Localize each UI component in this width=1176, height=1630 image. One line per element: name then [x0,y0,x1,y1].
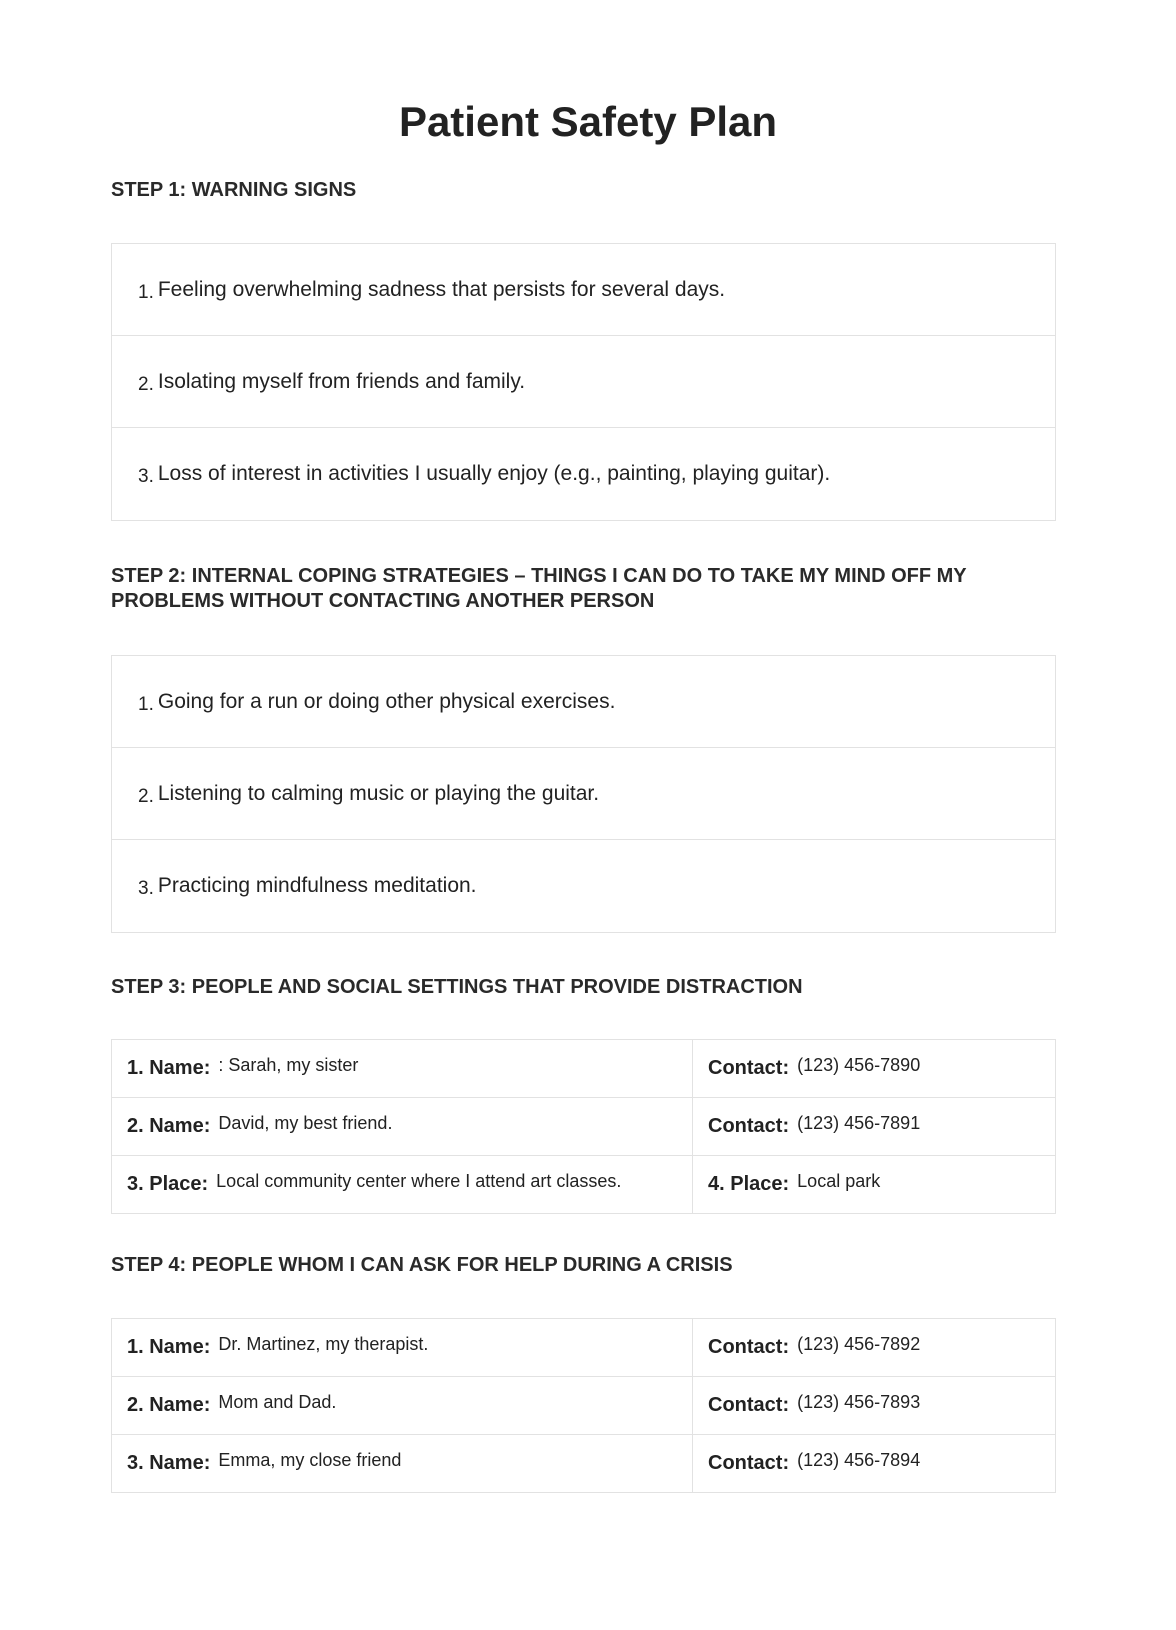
left-cell [112,1435,693,1493]
coping-strategies-list [111,655,1056,933]
left-cell [112,1319,693,1377]
left-cell [112,1156,693,1214]
step4-heading: STEP 4: PEOPLE WHOM I CAN ASK FOR HELP DURING A CRISIS [111,1254,733,1276]
item-text: Practicing mindfulness meditation. [157,874,477,897]
right-cell [693,1435,1056,1493]
field-label: 2. Name: [127,1394,211,1416]
right-cell [693,1098,1056,1156]
table-row [112,1435,1056,1493]
field-label: 4. Place: [708,1173,790,1195]
item-number: 1. [138,693,154,715]
field-value: Mom and Dad. [218,1392,337,1412]
item-number: 2. [138,785,154,807]
item-text: Going for a run or doing other physical exercises. [157,689,616,713]
right-cell [693,1377,1056,1435]
field-value: (123) 456-7890 [797,1055,921,1075]
step3-heading: STEP 3: PEOPLE AND SOCIAL SETTINGS THAT PROVIDE DISTRACTION [111,976,803,998]
field-value: Emma, my close friend [218,1450,402,1470]
list-item [112,428,1055,520]
field-value: (123) 456-7893 [797,1392,921,1412]
table-row [112,1098,1056,1156]
table-row [112,1040,1056,1098]
warning-signs-list [111,243,1056,521]
table-row [112,1156,1056,1214]
list-item [112,748,1055,840]
item-number: 3. [138,466,154,487]
step2-heading: STEP 2: INTERNAL COPING STRATEGIES – THINGS I CAN DO TO TAKE MY MIND OFF MY PROBLEMS WITHOUT CONTACTING ANOTHER PERSON [111,565,967,612]
field-value: Local community center where I attend art classes. [216,1171,622,1191]
item-text: Listening to calming music or playing the guitar. [157,781,600,805]
field-label: Contact: [708,1057,790,1079]
field-label: 1. Name: [127,1336,211,1358]
list-item [112,336,1055,428]
field-value: (123) 456-7894 [797,1450,921,1470]
left-cell [112,1098,693,1156]
left-cell [112,1377,693,1435]
item-number: 3. [138,878,154,899]
table-row [112,1377,1056,1435]
field-label: Contact: [708,1452,790,1474]
field-label: 1. Name: [127,1057,211,1079]
table-row [112,1319,1056,1377]
item-text: Isolating myself from friends and family. [157,369,526,393]
field-value: : Sarah, my sister [218,1055,359,1075]
item-number: 2. [138,373,154,395]
right-cell [693,1040,1056,1098]
distraction-table [111,1039,1056,1214]
list-item [112,656,1055,748]
page-title: Patient Safety Plan [398,98,778,145]
list-item [112,244,1055,336]
field-label: Contact: [708,1336,790,1358]
field-label: 3. Place: [127,1173,209,1195]
left-cell [112,1040,693,1098]
field-label: 2. Name: [127,1115,211,1137]
right-cell [693,1319,1056,1377]
field-value: (123) 456-7892 [797,1334,921,1354]
field-label: Contact: [708,1115,790,1137]
field-value: (123) 456-7891 [797,1113,921,1133]
field-value: David, my best friend. [218,1113,393,1133]
field-value: Local park [797,1171,881,1191]
item-text: Loss of interest in activities I usually enjoy (e.g., painting, playing guitar). [157,462,831,485]
step1-heading: STEP 1: WARNING SIGNS [111,179,357,201]
field-value: Dr. Martinez, my therapist. [218,1334,429,1354]
list-item [112,840,1055,932]
item-number: 1. [138,281,154,303]
crisis-help-table [111,1318,1056,1493]
field-label: Contact: [708,1394,790,1416]
item-text: Feeling overwhelming sadness that persists for several days. [157,277,726,301]
right-cell [693,1156,1056,1214]
field-label: 3. Name: [127,1452,211,1474]
